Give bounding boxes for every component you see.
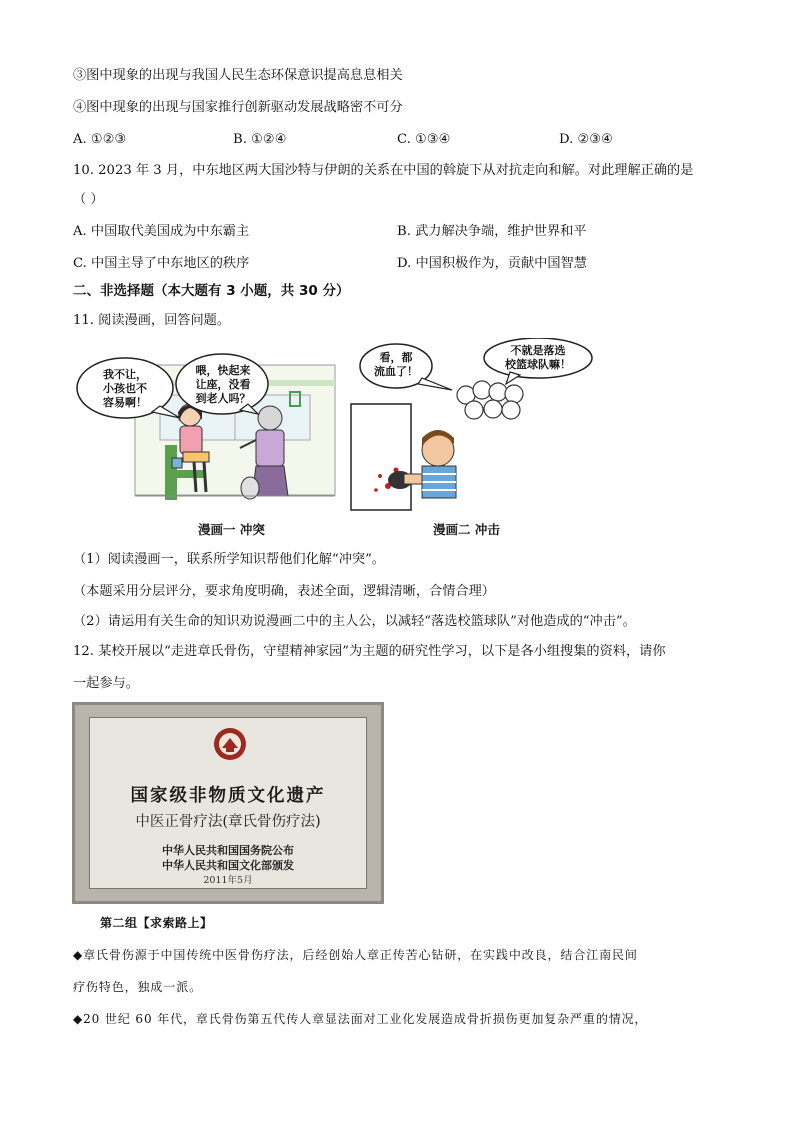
bubble-line: 看，都 [379,351,413,364]
group-2-paragraph-1-line-2: 疗伤特色，独成一派。 [73,980,203,994]
q10-option-a: A. 中国取代美国成为中东霸主 [73,224,250,239]
comic-1 [70,340,340,515]
q12-stem-line-2: 一起参与。 [73,676,139,691]
comic-2-left-bubble [366,351,426,379]
certificate-title: 国家级非物质文化遗产 [130,786,326,806]
bubble-line: 到老人吗？ [195,392,251,405]
certificate-subtitle: 中医正骨疗法(章氏骨伤疗法) [135,814,321,830]
group-2-title: 第二组【求索路上】 [100,916,213,930]
heritage-emblem-icon [212,726,248,762]
certificate-issuer-2: 中华人民共和国文化部颁发 [162,859,294,872]
group-2-paragraph-2-line-1: ◆20 世纪 60 年代，章氏骨伤第五代传人章显法面对工业化发展造成骨折损伤更加复杂严重的情况， [73,1012,648,1026]
certificate-date: 2011年5月 [203,875,253,886]
q10-stem: 10. 2023 年 3 月，中东地区两大国沙特与伊朗的关系在中国的斡旋下从对抗走向和解。对此理解正确的是 [73,163,694,178]
comic-1-caption: 漫画一 冲突 [198,522,265,537]
bubble-line: 小孩也不 [103,382,147,395]
q9-option-d: D. ②③④ [559,132,613,147]
q11-sub-2: （2）请运用有关生命的知识劝说漫画二中的主人公，以减轻“落选校篮球队”对他造成的“冲击”。 [73,614,636,629]
comic-1-left-bubble [90,368,160,410]
comic-2 [348,338,598,518]
bubble-line: 容易啊！ [103,396,147,409]
q9-statement-3: ③图中现象的出现与我国人民生态环保意识提高息息相关 [73,68,403,83]
bubble-line: 我不让， [103,368,147,381]
q12-stem-line-1: 12. 某校开展以“走进章氏骨伤，守望精神家园”为主题的研究性学习，以下是各小组搜集的资料，请你 [73,644,666,659]
comic-2-right-bubble [488,344,588,372]
certificate-issuer-1: 中华人民共和国国务院公布 [162,844,294,857]
q9-option-a: A. ①②③ [73,132,127,147]
bubble-line: 喂，快起来 [195,364,251,377]
bubble-line: 校篮球队嘛！ [505,358,571,371]
heritage-certificate [72,702,384,904]
q10-option-b: B. 武力解决争端，维护世界和平 [397,224,587,239]
bubble-line: 让座，没看 [195,378,251,391]
q10-answer-paren: （ ） [73,192,104,207]
bubble-line: 流血了！ [374,365,418,378]
certificate-plate [89,717,367,889]
section-2-title: 二、非选择题（本大题有 3 小题，共 30 分） [73,283,350,299]
q9-option-b: B. ①②④ [233,132,287,147]
q9-statement-4: ④图中现象的出现与国家推行创新驱动发展战略密不可分 [73,100,403,115]
q10-option-c: C. 中国主导了中东地区的秩序 [73,256,250,271]
q11-sub-1: （1）阅读漫画一，联系所学知识帮他们化解“冲突”。 [73,552,385,567]
comic-2-caption: 漫画二 冲击 [433,522,500,537]
bubble-line: 不就是落选 [510,344,566,357]
q10-option-d: D. 中国积极作为，贡献中国智慧 [397,256,587,271]
q11-sub-1-note: （本题采用分层评分，要求角度明确，表述全面，逻辑清晰，合情合理） [73,584,495,599]
q11-stem: 11. 阅读漫画，回答问题。 [73,313,231,328]
group-2-paragraph-1-line-1: ◆章氏骨伤源于中国传统中医骨伤疗法，后经创始人章正传苦心钻研，在实践中改良，结合江南民间 [73,948,638,962]
q9-option-c: C. ①③④ [397,132,451,147]
comic-1-right-bubble [186,364,260,406]
